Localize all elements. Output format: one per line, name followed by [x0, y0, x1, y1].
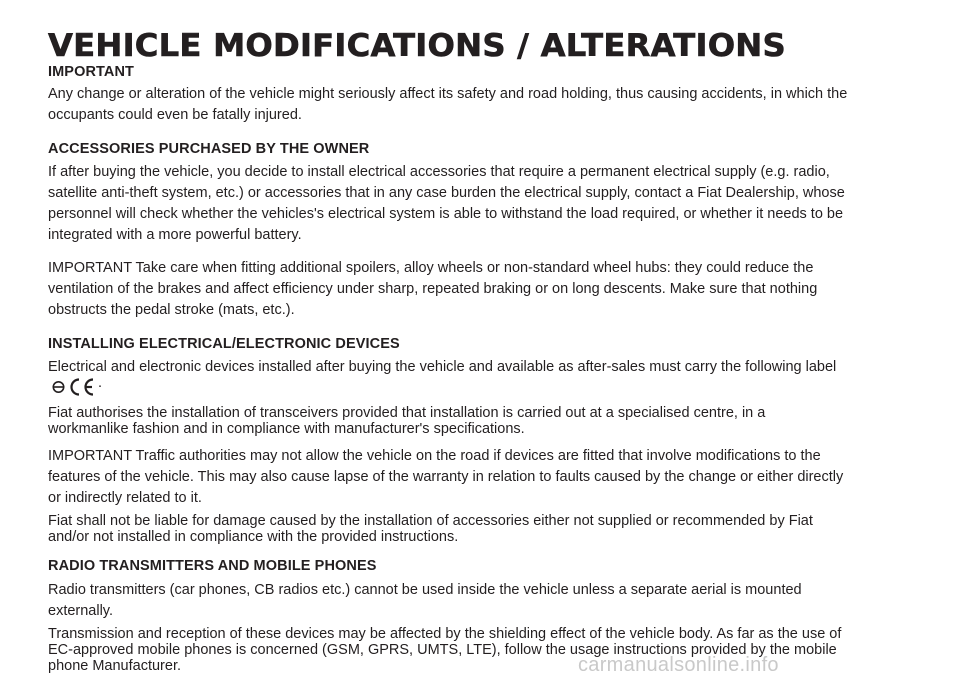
- accessories-heading: ACCESSORIES PURCHASED BY THE OWNER: [48, 141, 370, 157]
- document-page: [48, 30, 848, 674]
- accessories-text-1: If after buying the vehicle, you decide to install electrical accessories that require a permanent electrical supply (e.g. radio, satellite anti-theft system, etc.) or accessories that in any case burden the electrical supply, contact a Fiat Dealership, whose personnel will check whether the vehicles's electrical system is able to withstand the load required, or whether it needs to be integrated with a more powerful battery.: [48, 164, 845, 243]
- electrical-text-1-body: Electrical and electronic devices installed after buying the vehicle and available as after-sales must carry the following label: [48, 359, 837, 375]
- radio-text-1: Radio transmitters (car phones, CB radios etc.) cannot be used inside the vehicle unless a separate aerial is mounted externally.: [48, 582, 802, 620]
- ce-label: [50, 376, 98, 396]
- important-heading: IMPORTANT: [48, 64, 135, 80]
- e-ce-mark-icon: [50, 376, 98, 396]
- electrical-text-3: IMPORTANT Traffic authorities may not allow the vehicle on the road if devices are fitted that involve modifications to the features of the vehicle. This may also cause lapse of the warranty in relation to faults caused by the change or either directly or indirectly related to it.: [48, 448, 844, 507]
- radio-text-2: Transmission and reception of these devices may be affected by the shielding effect of the vehicle body. As far as the use of EC-approved mobile phones is concerned (GSM, GPRS, UMTS, LTE), follow the usage instructions provided by the mobile phone Manufacturer.: [48, 626, 842, 675]
- electrical-text-2: Fiat authorises the installation of transceivers provided that installation is carried out at a specialised centre, in a workmanlike fashion and in compliance with manufacturer's specifications.: [48, 405, 766, 438]
- electrical-heading: INSTALLING ELECTRICAL/ELECTRONIC DEVICES: [48, 336, 400, 352]
- page-title: VEHICLE MODIFICATIONS / ALTERATIONS: [48, 28, 786, 64]
- radio-heading: RADIO TRANSMITTERS AND MOBILE PHONES: [48, 558, 377, 575]
- accessories-text-2: IMPORTANT Take care when fitting additional spoilers, alloy wheels or non-standard wheel hubs: they could reduce the ventilation of the brakes and affect efficiency under sharp, repeated braking or on long descents. Make sure that nothing obstructs the pedal stroke (mats, etc.).: [48, 260, 818, 318]
- electrical-text-1: [48, 359, 848, 396]
- watermark: carmanualsonline.info: [578, 654, 779, 676]
- important-text: Any change or alteration of the vehicle might seriously affect its safety and road holding, thus causing accidents, in which the occupants could even be fatally injured.: [48, 86, 848, 123]
- electrical-text-4: Fiat shall not be liable for damage caused by the installation of accessories either not supplied or recommended by Fiat and/or not installed in compliance with the provided instructions.: [48, 513, 813, 546]
- ce-label-suffix: .: [98, 375, 103, 391]
